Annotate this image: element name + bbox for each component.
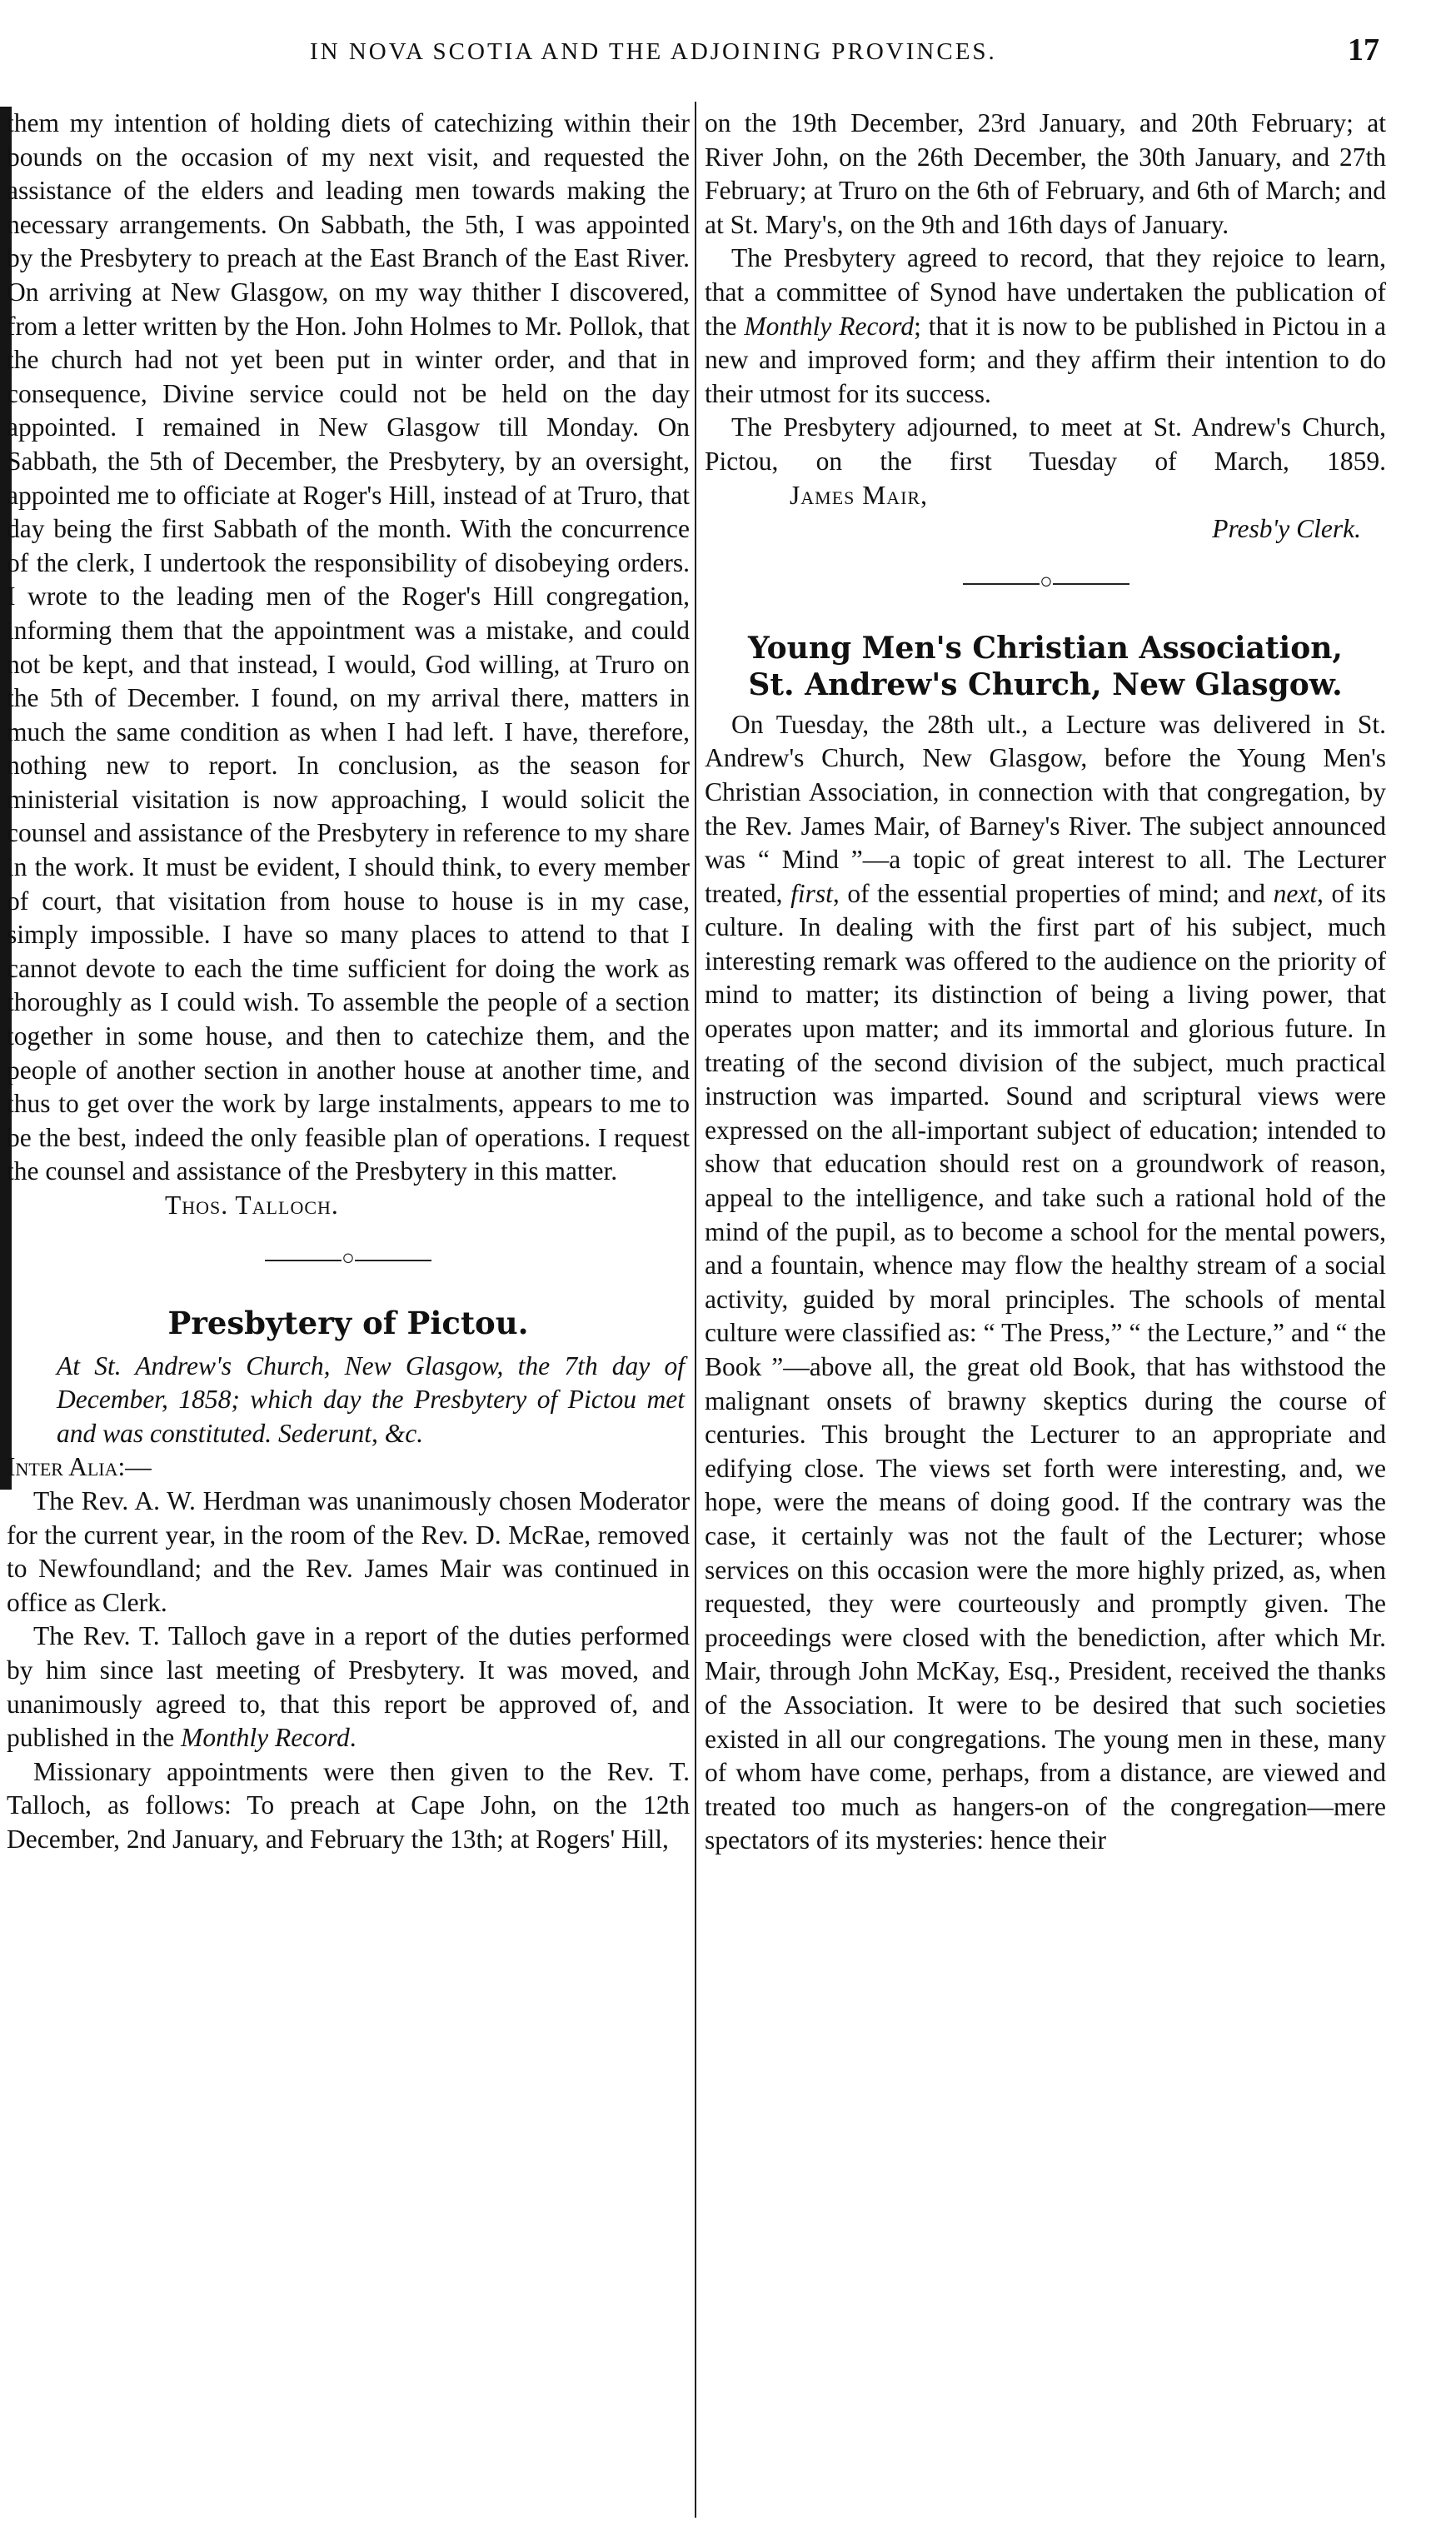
section-title-ymca bbox=[705, 630, 1386, 703]
meeting-note: At St. Andrew's Church, New Glasgow, the 7th day of December, 1858; which day the Presbytery of Pictou met and was constituted. Sederunt, &c. bbox=[57, 1350, 685, 1448]
ymca-lecture-paragraph bbox=[705, 708, 1386, 1858]
report-paragraph: them my intention of holding diets of catechizing within their bounds on the occasion of my next visit, and requested the assistance of the elders and leading men towards making the necessary arrangements. On Sabbath, the 5th, I was appointed by the Presbytery to preach at the East Branch of the East River. On arriving at New Glasgow, on my way thither I discovered, from a letter written by the Hon. John Holmes to Mr. Pollok, that the church had not yet been put in winter order, and that in consequence, Divine service could not be held on the day appointed. I remained in New Glasgow till Monday. On Sabbath, the 5th of December, the Presbytery, by an oversight, appointed me to officiate at Roger's Hill, instead of at Truro, that day being the first Sabbath of the month. With the concurrence of the clerk, I undertook the responsibility of disobeying orders. I wrote to the leading men of the Roger's Hill congregation, informing them that the appointment was a mistake, and could not be kept, and that instead, I would, God willing, at Truro on the 5th of December. I found, on my arrival there, matters in much the same condition as when I had left. I have, therefore, nothing new to report. In conclusion, as the season for ministerial visitation is now approaching, I would solicit the counsel and assistance of the Presbytery in reference to my share in the work. It must be evident, I should think, to every member of court, that visitation from house to house is in my case, simply impossible. I have so many places to attend to that I cannot devote to each the time sufficient for doing the work as thoroughly as I could wish. To assemble the people of a section together in some house, and then to catechize them, and the people of another section in another house at another time, and thus to get over the work by large instalments, appears to me to be the best, indeed the only feasible plan of operations. I request the counsel and assistance of the Presbytery in this matter. bbox=[7, 108, 690, 1186]
ymca-rest: , of its culture. In dealing with the first part of his subject, much interesting remark was offered to the audience on the priority of mind to matter; its distinction of being a living power, that operates upon matter; and its immortal and glorious future. In treating of the second division of the subject, much practical instruction was imparted. Sound and scriptural views were expressed on the all-important subject of education; intended to show that education should rest on a groundwork of reason, appeal to the intelligence, and take such a rational hold of the mind of the pupil, as to become a school for the mental powers, and a fountain, whence may flow the healthy stream of a social activity, guided by moral principles. The schools of mental culture were classified as: “ The Press,” “ the Lecture,” and “ the Book ”—above all, the great old Book, that has withstood the malignant onsets of brawny skeptics during the course of centuries. This brought the Lecturer to an appropriate and edifying close. The views set forth were interesting, and, we hope, were the means of doing good. If the contrary was the case, it certainly was not the fault of the Lecturer; whose services on this occasion were the more highly prized, as, when requested, they were courteously and promptly given. The proceedings were closed with the benediction, after which Mr. Mair, through John McKay, Esq., President, received the thanks of the Association. It were to be desired that such societies existed in all our congregations. The young men in these, many of whom have come, perhaps, from a distance, are viewed and treated too much as hangers-on of the congregation—mere spectators of its mysteries: hence their bbox=[705, 878, 1386, 1855]
separator-ornament: ○ bbox=[342, 1245, 355, 1270]
paragraph-missionary: Missionary appointments were then given to the Rev. T. Talloch, as follows: To preach at Cape John, on the 12th December, 2nd January, and February the 13th; at Rogers' Hill, bbox=[7, 1756, 690, 1854]
talloch-report-text: The Rev. T. Talloch gave in a report of the duties performed by him since last meeting of Presbytery. It was moved, and unanimously agreed to, that this report be approved of, and published in the bbox=[7, 1621, 690, 1753]
monthly-record-title: Monthly Record bbox=[181, 1723, 350, 1753]
column-rule bbox=[695, 102, 696, 2518]
adjournment-text: The Presbytery adjourned, to meet at St. Andrew's Church, Pictou, on the first Tuesday of March, 1859. bbox=[705, 412, 1386, 476]
word-next: next bbox=[1273, 878, 1318, 908]
record-para-end: ; that it is now to be published in Pictou in a new and improved form; and they affirm their intention to do their utmost for its success. bbox=[705, 311, 1386, 408]
running-head-title: IN NOVA SCOTIA AND THE ADJOINING PROVINCES. bbox=[310, 38, 997, 65]
clerk-title: Presb'y Clerk. bbox=[1212, 514, 1361, 544]
right-column bbox=[705, 107, 1386, 2514]
record-title: Monthly Record bbox=[744, 311, 915, 341]
ymca-title-line-1: Young Men's Christian Association, bbox=[748, 630, 1343, 666]
record-para-text: The Presbytery agreed to record, that they rejoice to learn, that a committee of Synod have undertaken the publication of the bbox=[705, 243, 1386, 341]
continued-paragraph: on the 19th December, 23rd January, and 20th February; at River John, on the 26th December, the 30th January, and 27th February; at Truro on the 6th of February, and 6th of March; and at St. Mary's, on the 9th and 16th days of January. bbox=[705, 108, 1386, 239]
left-column bbox=[7, 107, 690, 2514]
signature-line bbox=[7, 1189, 690, 1223]
section-separator bbox=[7, 1223, 690, 1300]
page-number: 17 bbox=[1348, 32, 1379, 67]
paragraph-monthly-record bbox=[705, 242, 1386, 411]
ymca-title-line-2: St. Andrew's Church, New Glasgow. bbox=[748, 666, 1343, 702]
clerk-name: James Mair, bbox=[790, 480, 929, 510]
ymca-intro: On Tuesday, the 28th ult., a Lecture was delivered in St. Andrew's Church, New Glasgow, before the Young Men's Christian Association, in connection with that congregation, by the Rev. James Mair, of Barney's River. The subject announced was “ Mind ”—a topic of great interest to all. The Lecturer treated, bbox=[705, 709, 1386, 908]
running-head bbox=[0, 32, 1456, 82]
talloch-report-end: . bbox=[349, 1723, 357, 1753]
inter-alia: Inter Alia:— bbox=[7, 1452, 152, 1482]
paragraph-moderator: The Rev. A. W. Herdman was unanimously chosen Moderator for the current year, in the room of the Rev. D. McRae, removed to Newfoundland; and the Rev. James Mair was continued in office as Clerk. bbox=[7, 1485, 690, 1617]
paragraph-adjournment bbox=[705, 411, 1386, 512]
section-title-presbytery: Presbytery of Pictou. bbox=[167, 1304, 529, 1341]
signature: Thos. Talloch. bbox=[165, 1191, 339, 1220]
word-first: first bbox=[790, 878, 833, 908]
separator-ornament-right: ○ bbox=[1040, 568, 1053, 593]
ymca-mid: , of the essential properties of mind; and bbox=[832, 878, 1265, 908]
section-separator-right bbox=[705, 547, 1386, 623]
paragraph-talloch-report bbox=[7, 1620, 690, 1755]
